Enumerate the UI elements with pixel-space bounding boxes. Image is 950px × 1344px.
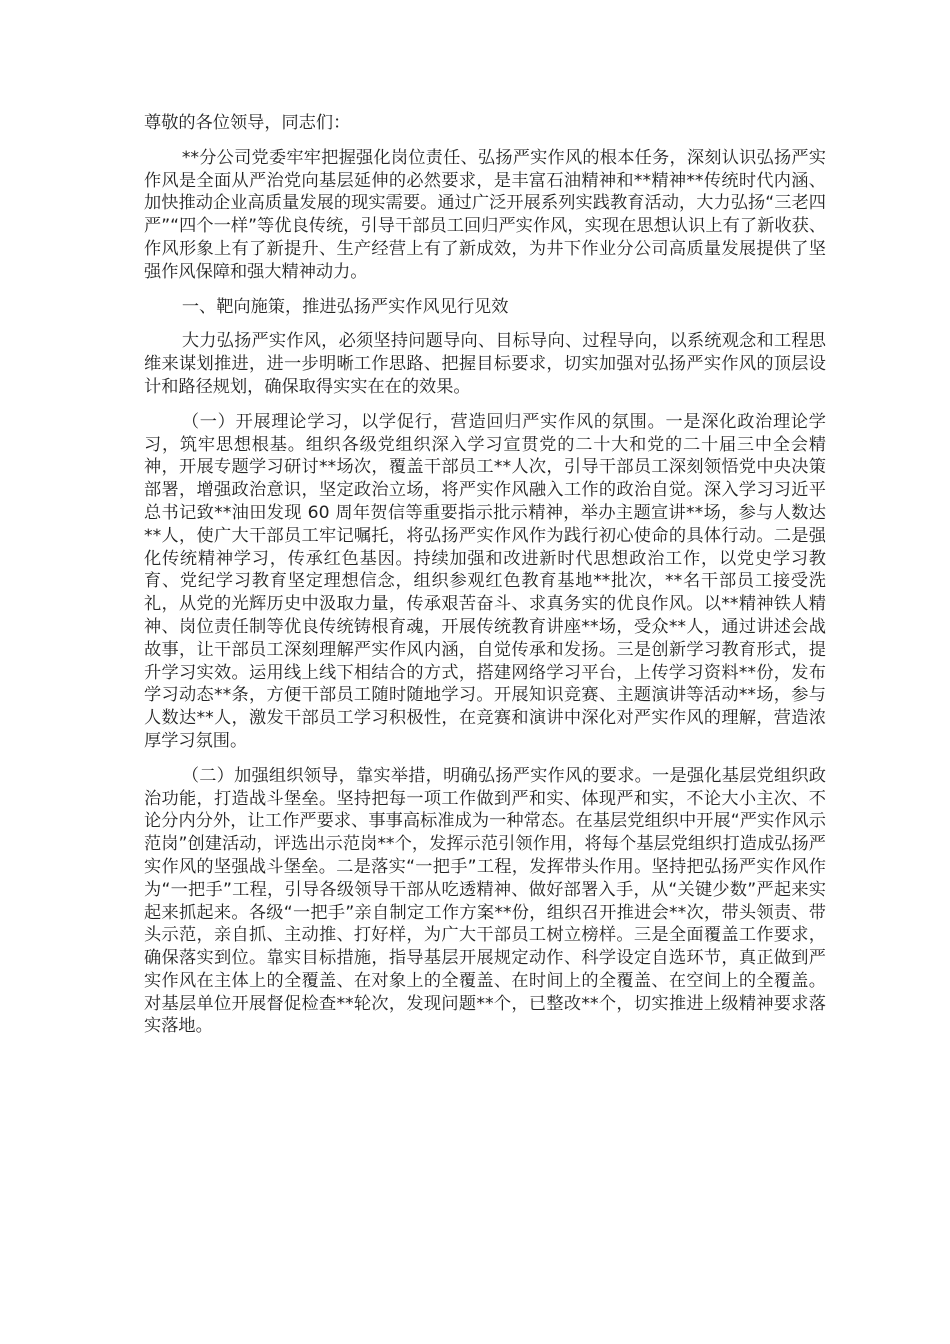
section-heading-1: 一、靶向施策，推进弘扬严实作风见行见效 bbox=[181, 296, 509, 317]
item-2-paragraph: （二）加强组织领导，靠实举措，明确弘扬严实作风的要求。一是强化基层党组织政治功能，打造战斗堡垒。坚持把每一项工作做到严和实、体现严和实，不论大小主次、不论分内分外，让工作严要求、事事高标准成为一种常态。在基层党组织中开展“严实作风示范岗”创建活动，评选出示范岗**个，发挥示范引领作用，将每个基层党组织打造成弘扬严实作风的坚强战斗堡垒。二是落实“一把手”工程，发挥带头作用。坚持把弘扬严实作风作为“一把手”工程，引导各级领导干部从吃透精神、做好部署入手，从“关键少数”严起来实起来抓起来。各级“一把手”亲自制定工作方案**份，组织召开推进会**次，带头领责、带头示范，亲自抓、主动推、打好样，为广大干部员工树立榜样。三是全面覆盖工作要求，确保落实到位。靠实目标措施，指导基层开展规定动作、科学设定自选环节，真正做到严实作风在主体上的全覆盖、在对象上的全覆盖、在时间上的全覆盖、在空间上的全覆盖。对基层单位开展督促检查**轮次，发现问题**个，已整改**个，切实推进上级精神要求落实落地。 bbox=[144, 765, 826, 1037]
greeting: 尊敬的各位领导，同志们： bbox=[144, 113, 351, 133]
item-1-paragraph: （一）开展理论学习，以学促行，营造回归严实作风的氛围。一是深化政治理论学习，筑牢思想根基。组织各级党组织深入学习宣贯党的二十大和党的二十届三中全会精神，开展专题学习研讨**场次，覆盖干部员工**人次，引导干部员工深刻领悟党中央决策部署，增强政治意识，坚定政治立场，将严实作风融入工作的政治自觉。深入学习习近平总书记致**油田发现 60 周年贺信等重要指示批示精神，举办主题宣讲**场，参与人数达**人，使广大干部员工牢记嘱托，将弘扬严实作风作为践行初心使命的具体行动。二是强化传统精神学习，传承红色基因。持续加强和改进新时代思想政治工作，以党史学习教育、党纪学习教育坚定理想信念，组织参观红色教育基地**批次，**名干部员工接受洗礼，从党的光辉历史中汲取力量，传承艰苦奋斗、求真务实的优良作风。以**精神铁人精神、岗位责任制等优良传统铸根育魂，开展传统教育讲座**场，受众**人，通过讲述会战故事，让干部员工深刻理解严实作风内涵，自觉传承和发扬。三是创新学习教育形式，提升学习实效。运用线上线下相结合的方式，搭建网络学习平台，上传学习资料**份，发布学习动态**条，方便干部员工随时随地学习。开展知识竞赛、主题演讲等活动**场，参与人数达**人，激发干部员工学习积极性，在竞赛和演讲中深化对严实作风的理解，营造浓厚学习氛围。 bbox=[144, 411, 826, 751]
section-1-intro: 大力弘扬严实作风，必须坚持问题导向、目标导向、过程导向，以系统观念和工程思维来谋划推进，进一步明晰工作思路、把握目标要求，切实加强对弘扬严实作风的顶层设计和路径规划，确保取得实实在在的效果。 bbox=[144, 331, 826, 397]
intro-paragraph: **分公司党委牢牢把握强化岗位责任、弘扬严实作风的根本任务，深刻认识弘扬严实作风是全面从严治党向基层延伸的必然要求，是丰富石油精神和**精神**传统时代内涵、加快推动企业高质量发展的现实需要。通过广泛开展系列实践教育活动，大力弘扬“三老四严”“四个一样”等优良传统，引导干部员工回归严实作风，实现在思想认识上有了新收获、作风形象上有了新提升、生产经营上有了新成效，为井下作业分公司高质量发展提供了坚强作风保障和强大精神动力。 bbox=[144, 147, 826, 282]
document-body bbox=[144, 112, 826, 1050]
